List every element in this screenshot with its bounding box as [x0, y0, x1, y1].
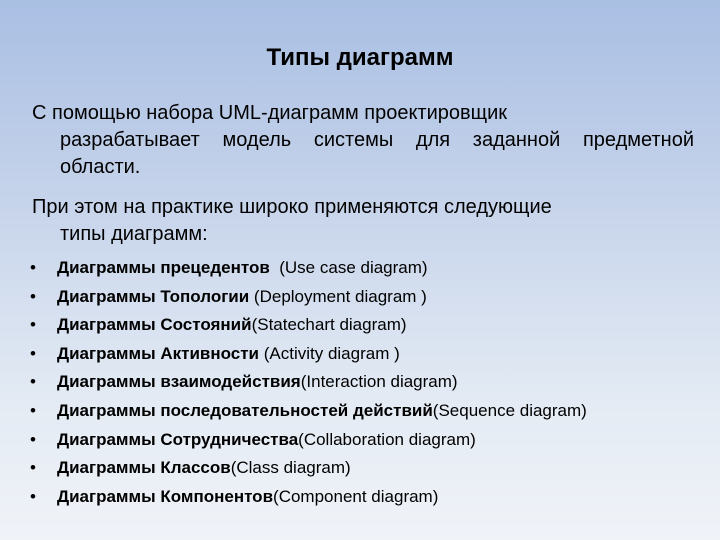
list-item — [30, 483, 587, 512]
intro-paragraph-2-continuation: типы диаграмм: — [60, 223, 208, 245]
intro-paragraph-1-line: С помощью набора UML-диаграмм проектировщик — [32, 102, 508, 124]
diagram-name-ru: Диаграммы Активности — [57, 343, 259, 363]
bullet-icon: • — [30, 458, 36, 478]
bullet-icon: • — [30, 400, 36, 420]
diagram-name-ru: Диаграммы Состояний — [57, 315, 252, 335]
bullet-icon: • — [30, 486, 36, 506]
list-item — [30, 283, 587, 312]
bullet-icon: • — [30, 343, 36, 363]
list-item — [30, 254, 587, 283]
diagram-name-en: (Use case diagram) — [269, 258, 428, 277]
diagram-name-en: (Statechart diagram) — [251, 315, 407, 335]
diagram-name-en: (Component diagram) — [273, 486, 439, 506]
diagram-types-list — [30, 254, 587, 511]
bullet-icon: • — [30, 315, 36, 335]
diagram-name-en: (Deployment diagram ) — [249, 286, 427, 306]
diagram-name-ru: Диаграммы Компонентов — [57, 486, 274, 506]
intro-paragraph-1 — [32, 100, 694, 181]
list-item — [30, 426, 587, 455]
bullet-icon: • — [30, 286, 36, 306]
diagram-name-en: (Interaction diagram) — [300, 372, 458, 392]
page-title: Типы диаграмм — [266, 44, 454, 71]
list-item — [30, 397, 587, 426]
diagram-name-ru: Диаграммы Классов — [57, 458, 231, 478]
intro-paragraph-1-continuation: разрабатывает модель системы для заданной предметной области. — [60, 129, 694, 178]
list-item — [30, 311, 587, 340]
bullet-icon: • — [30, 372, 36, 392]
intro-paragraph-2 — [32, 194, 694, 248]
diagram-name-ru: Диаграммы последовательностей действий — [57, 400, 433, 420]
intro-paragraph-2-line: При этом на практике широко применяются следующие — [32, 196, 552, 218]
diagram-name-ru: Диаграммы Топологии — [57, 286, 250, 306]
bullet-icon: • — [30, 258, 36, 277]
diagram-name-en: (Class diagram) — [230, 458, 351, 478]
diagram-name-en: (Activity diagram ) — [259, 343, 400, 363]
diagram-name-en: (Sequence diagram) — [432, 400, 587, 420]
diagram-name-ru: Диаграммы взаимодействия — [57, 372, 301, 392]
diagram-name-ru: Диаграммы Сотрудничества — [57, 429, 299, 449]
bullet-icon: • — [30, 429, 36, 449]
list-item — [30, 340, 587, 369]
list-item — [30, 454, 587, 483]
diagram-name-en: (Collaboration diagram) — [298, 429, 476, 449]
list-item — [30, 368, 587, 397]
diagram-name-ru: Диаграммы прецедентов — [57, 258, 270, 277]
